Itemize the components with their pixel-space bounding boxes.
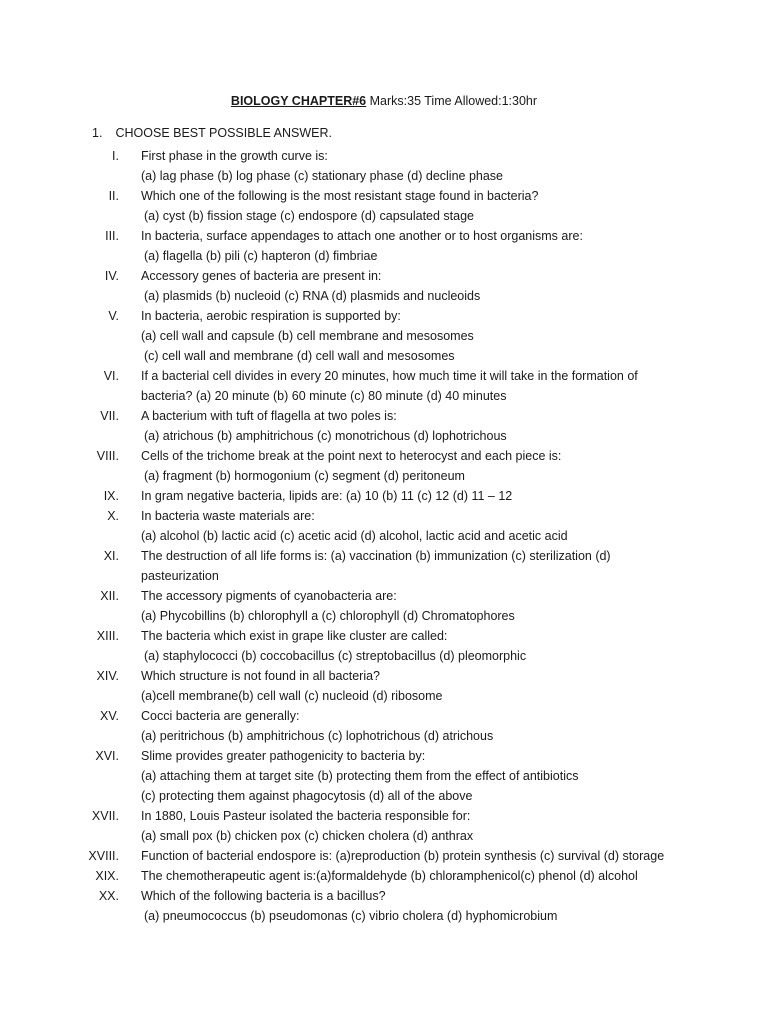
question-text: Accessory genes of bacteria are present in: [141,269,382,283]
question-item [0,366,768,406]
answer-options: (a) alcohol (b) lactic acid (c) acetic acid (d) alcohol, lactic acid and acetic acid [141,529,568,543]
answer-options: (a)cell membrane(b) cell wall (c) nucleoid (d) ribosome [141,689,443,703]
question-item [0,546,768,586]
section-number: 1. [92,126,103,140]
question-number: III. [105,229,119,243]
question-text: The bacteria which exist in grape like cluster are called: [141,629,448,643]
chapter-title: BIOLOGY CHAPTER#6 [230,94,367,108]
question-text: In bacteria, aerobic respiration is supported by: [141,309,401,323]
answer-options: (a) small pox (b) chicken pox (c) chicken cholera (d) anthrax [141,829,474,843]
question-text: Which of the following bacteria is a bacillus? [141,889,386,903]
question-item [0,446,768,486]
question-item [0,406,768,446]
question-text: Which structure is not found in all bacteria? [141,669,381,683]
question-number: XV. [99,709,119,723]
section-heading [92,126,332,140]
question-text: The destruction of all life forms is: (a) vaccination (b) immunization (c) sterilization (d) [141,549,611,563]
question-number: IV. [104,269,119,283]
question-text: In bacteria, surface appendages to attach one another or to host organisms are: [141,229,583,243]
question-text: In bacteria waste materials are: [141,509,315,523]
question-number: I. [112,149,119,163]
question-item [0,306,768,366]
question-item [0,746,768,806]
answer-options: (a) cyst (b) fission stage (c) endospore (d) capsulated stage [144,209,475,223]
question-number: XX. [98,889,119,903]
question-number: XIV. [96,669,119,683]
question-number: IX. [103,489,119,503]
answer-options: (a) flagella (b) pili (c) hapteron (d) fimbriae [144,249,378,263]
question-number: XVIII. [88,849,119,863]
page-title [0,94,768,108]
question-number: VII. [100,409,119,423]
answer-options: (a) staphylococci (b) coccobacillus (c) streptobacillus (d) pleomorphic [144,649,527,663]
answer-options: (a) pneumococcus (b) pseudomonas (c) vibrio cholera (d) hyphomicrobium [144,909,558,923]
answer-options: (a) attaching them at target site (b) protecting them from the effect of antibiotics [141,769,579,783]
question-text: The accessory pigments of cyanobacteria are: [141,589,397,603]
answer-options: (a) lag phase (b) log phase (c) stationary phase (d) decline phase [141,169,504,183]
question-item [0,666,768,706]
question-number: XIII. [96,629,119,643]
question-number: XII. [100,589,119,603]
question-text: Cocci bacteria are generally: [141,709,300,723]
question-item [0,806,768,846]
question-text: If a bacterial cell divides in every 20 minutes, how much time it will take in the formation of [141,369,638,383]
question-item [0,706,768,746]
answer-options: pasteurization [141,569,219,583]
question-number: XVII. [91,809,119,823]
question-item [0,486,768,506]
question-text: In 1880, Louis Pasteur isolated the bacteria responsible for: [141,809,471,823]
question-text: Function of bacterial endospore is: (a)reproduction (b) protein synthesis (c) survival (d) storage [141,849,665,863]
question-number: VI. [103,369,119,383]
question-item [0,866,768,886]
question-item [0,846,768,866]
section-title: CHOOSE BEST POSSIBLE ANSWER. [115,126,332,140]
question-item [0,886,768,926]
question-item [0,626,768,666]
question-text: Slime provides greater pathogenicity to bacteria by: [141,749,426,763]
answer-options: (a) cell wall and capsule (b) cell membrane and mesosomes [141,329,474,343]
question-number: XVI. [95,749,119,763]
question-number: II. [108,189,119,203]
question-text: First phase in the growth curve is: [141,149,328,163]
question-number: V. [108,309,119,323]
question-item [0,506,768,546]
question-item [0,146,768,186]
answer-options: (a) Phycobillins (b) chlorophyll a (c) chlorophyll (d) Chromatophores [141,609,515,623]
question-number: XI. [103,549,119,563]
question-item [0,266,768,306]
answer-options: (c) protecting them against phagocytosis (d) all of the above [141,789,473,803]
answer-options: (a) peritrichous (b) amphitrichous (c) lophotrichous (d) atrichous [141,729,494,743]
answer-options: bacteria? (a) 20 minute (b) 60 minute (c) 80 minute (d) 40 minutes [141,389,507,403]
question-text: In gram negative bacteria, lipids are: (a) 10 (b) 11 (c) 12 (d) 11 – 12 [141,489,513,503]
question-item [0,186,768,226]
answer-options: (a) atrichous (b) amphitrichous (c) monotrichous (d) lophotrichous [144,429,507,443]
answer-options: (c) cell wall and membrane (d) cell wall and mesosomes [144,349,455,363]
question-text: Cells of the trichome break at the point next to heterocyst and each piece is: [141,449,562,463]
answer-options: (a) plasmids (b) nucleoid (c) RNA (d) plasmids and nucleoids [144,289,481,303]
answer-options: (a) fragment (b) hormogonium (c) segment (d) peritoneum [144,469,465,483]
question-number: VIII. [96,449,119,463]
question-item [0,586,768,626]
exam-meta: Marks:35 Time Allowed:1:30hr [366,94,538,108]
question-number: XIX. [95,869,119,883]
question-list [0,146,768,926]
question-text: Which one of the following is the most resistant stage found in bacteria? [141,189,539,203]
question-number: X. [107,509,119,523]
question-text: The chemotherapeutic agent is:(a)formaldehyde (b) chloramphenicol(c) phenol (d) alcohol [141,869,638,883]
question-text: A bacterium with tuft of flagella at two poles is: [141,409,397,423]
question-item [0,226,768,266]
